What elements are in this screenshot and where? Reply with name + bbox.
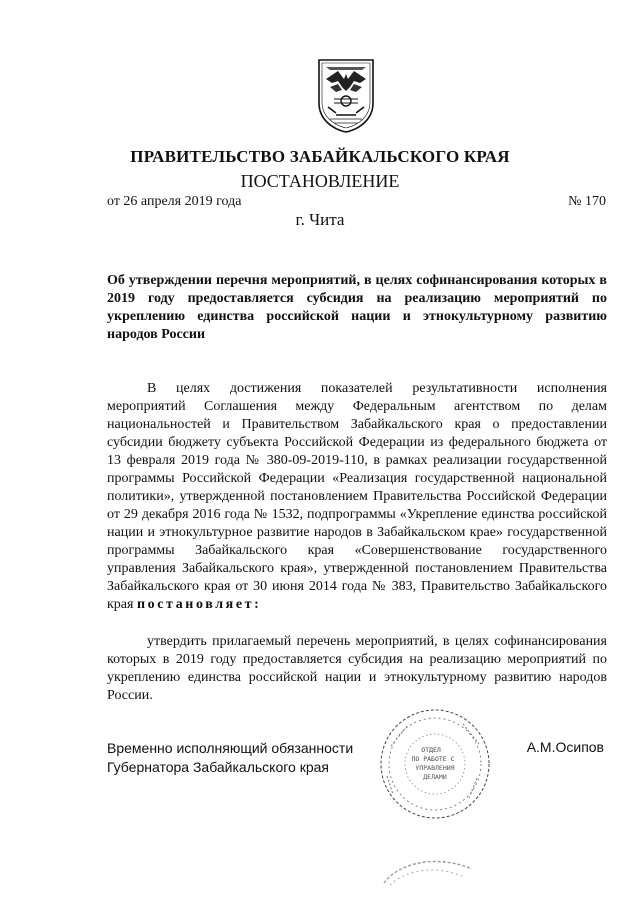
stamp-line-1: ОТДЕЛ (421, 746, 441, 754)
document-city: г. Чита (295, 210, 345, 229)
document-title: Об утверждении перечня мероприятий, в целях софинансирования которых в 2019 году предоставляется субсидия на реализацию мероприятий по укреплению единства российской нации и этнокультурному развитию народов России (107, 273, 607, 342)
signature-position (107, 739, 353, 777)
stamp-line-3: УПРАВЛЕНИЯ (415, 764, 455, 772)
document-number: № 170 (568, 194, 606, 209)
stamp-line-2: ПО РАБОТЕ С (411, 755, 455, 763)
official-stamp-icon (377, 706, 493, 822)
signature-position-line-1: Временно исполняющий обязанности (107, 740, 354, 756)
document-date: от 26 апреля 2019 года (107, 194, 242, 209)
signature-name: А.М.Осипов (526, 739, 604, 755)
document-type: ПОСТАНОВЛЕНИЕ (240, 171, 400, 191)
decree-word: постановляет: (136, 597, 262, 612)
stamp-residue-icon (380, 855, 476, 887)
signature-position-line-2: Губернатора Забайкальского края (107, 759, 329, 775)
body-paragraph-1 (107, 380, 607, 614)
body-paragraph-1-text: В целях достижения показателей результативности исполнения мероприятий Соглашения между Федеральным агентством по делам национальностей и Правительством Забайкальского края о предоставлении субсидии бюджету субъекта Российской Федерации из федерального бюджета от 13 февраля 2019 года № 380-09-2019-110, в рамках реализации государственной программы Российской Федерации «Реализация государственной национальной политики», утвержденной постановлением Правительства Российской Федерации от 29 декабря 2016 года № 1532, подпрограммы «Укрепление единства российской нации и этнокультурное развитие народов в Забайкальском крае» государственной программы Забайкальского края «Совершенствование государственного управления Забайкальского края», утвержденной постановлением Правительства Забайкальского края от 30 июня 2014 года № 383, Правительство Забайкальского края (107, 381, 607, 612)
coat-of-arms-icon (316, 57, 376, 133)
organization-name: ПРАВИТЕЛЬСТВО ЗАБАЙКАЛЬСКОГО КРАЯ (130, 147, 510, 166)
stamp-line-4: ДЕЛАМИ (423, 773, 447, 781)
body-paragraph-2: утвердить прилагаемый перечень мероприятий, в целях софинансирования которых в 2019 году предоставляется субсидия на реализацию мероприятий по укреплению единства российской нации и этнокультурному развитию народов России. (107, 634, 607, 703)
